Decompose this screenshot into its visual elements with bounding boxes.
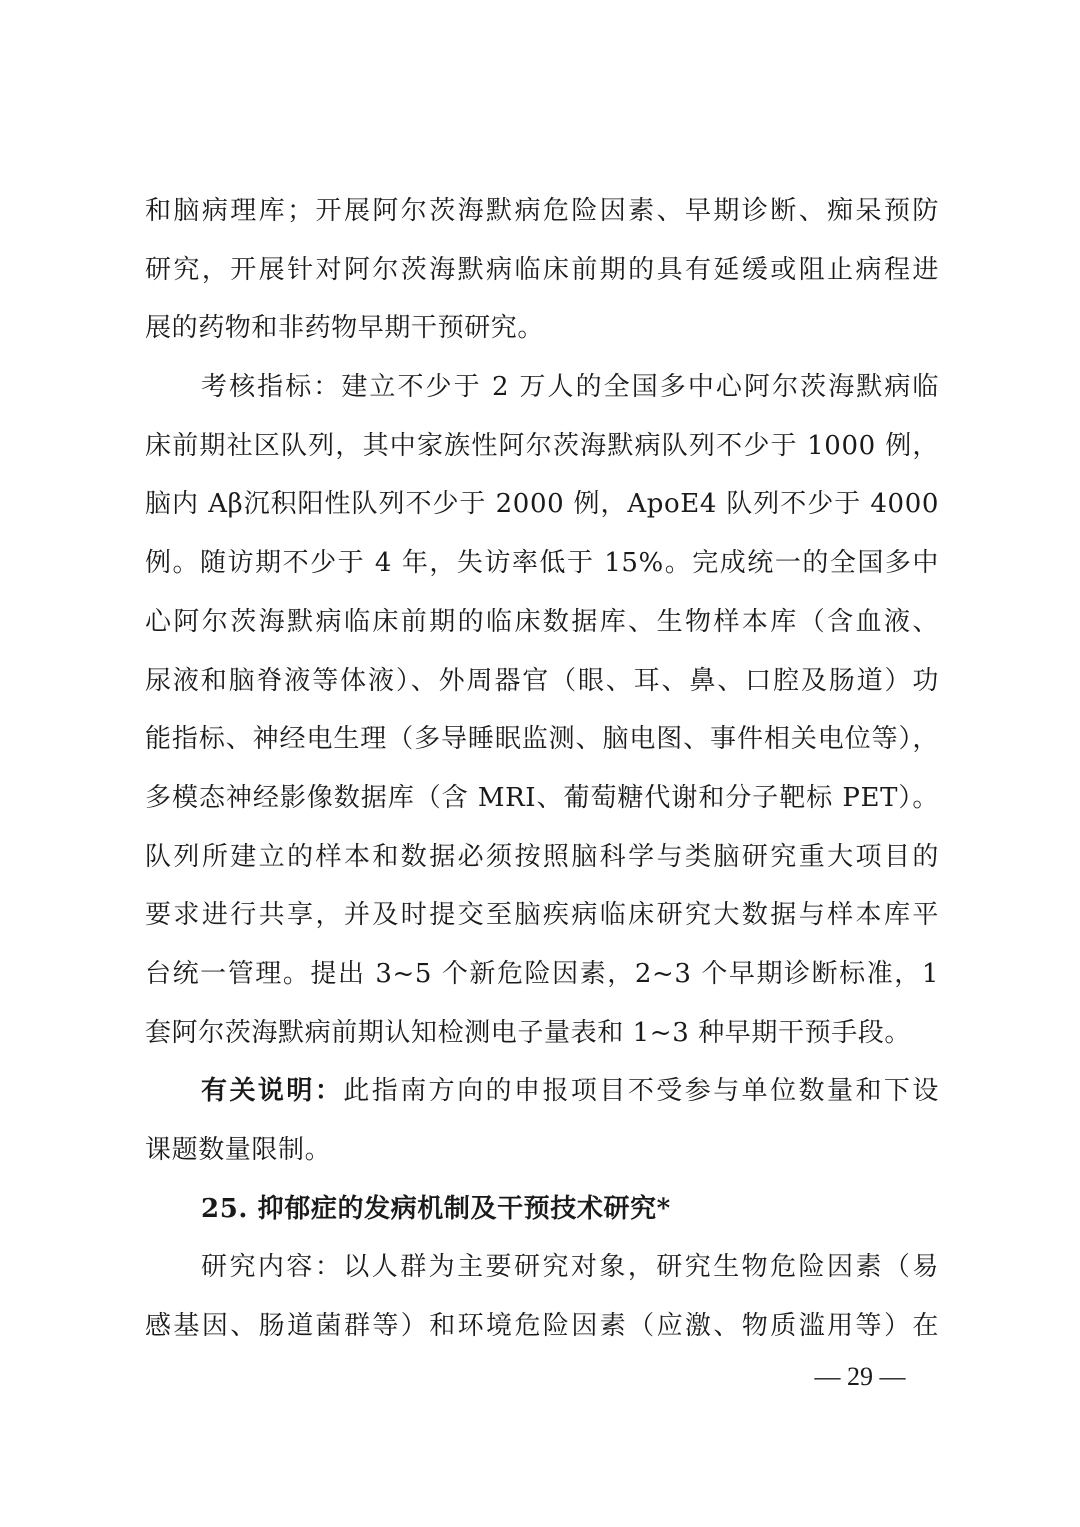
paragraph-line: 要求进行共享，并及时提交至脑疾病临床研究大数据与样本库平 [145,900,939,931]
paragraph-line: 尿液和脑脊液等体液）、外周器官（眼、耳、鼻、口腔及肠道）功 [145,665,939,696]
paragraph-text: 此指南方向的申报项目不受参与单位数量和下设 [343,1076,939,1107]
notes-paragraph [145,1062,939,1121]
paragraph-line: 研究，开展针对阿尔茨海默病临床前期的具有延缓或阻止病程进 [145,254,939,285]
assessment-indicators-paragraph [145,358,939,417]
notes-label: 有关说明： [201,1076,344,1107]
assessment-label: 考核指标： [201,372,342,403]
paragraph-line: 床前期社区队列，其中家族性阿尔茨海默病队列不少于 1000 例， [145,430,939,461]
paragraph-line: 能指标、神经电生理（多导睡眠监测、脑电图、事件相关电位等）， [145,724,939,755]
paragraph-text: 建立不少于 2 万人的全国多中心阿尔茨海默病临 [341,372,939,403]
paragraph-line: 感基因、肠道菌群等）和环境危险因素（应激、物质滥用等）在 [145,1311,939,1342]
research-content-label: 研究内容： [201,1252,344,1283]
paragraph-line: 例。随访期不少于 4 年，失访率低于 15%。完成统一的全国多中 [145,548,939,579]
paragraph-line: 脑内 Aβ沉积阳性队列不少于 2000 例，ApoE4 队列不少于 4000 [145,489,939,520]
paragraph-line: 台统一管理。提出 3~5 个新危险因素，2~3 个早期诊断标准，1 [145,958,939,989]
page-number: — 29 — [814,1362,906,1391]
paragraph-line: 课题数量限制。 [145,1135,332,1165]
paragraph-text: 以人群为主要研究对象，研究生物危险因素（易 [343,1252,939,1283]
research-content-paragraph [145,1238,939,1297]
paragraph-line: 心阿尔茨海默病临床前期的临床数据库、生物样本库（含血液、 [145,606,939,637]
paragraph-line: 队列所建立的样本和数据必须按照脑科学与类脑研究重大项目的 [145,841,939,872]
paragraph-line: 套阿尔茨海默病前期认知检测电子量表和 1~3 种早期干预手段。 [145,1017,911,1048]
section-heading: 25. 抑郁症的发病机制及干预技术研究* [201,1193,671,1224]
paragraph-line: 展的药物和非药物早期干预研究。 [145,313,545,344]
paragraph-line: 多模态神经影像数据库（含 MRI、葡萄糖代谢和分子靶标 PET）。 [145,782,939,813]
document-page [145,182,939,1356]
paragraph-line: 和脑病理库；开展阿尔茨海默病危险因素、早期诊断、痴呆预防 [145,196,939,226]
